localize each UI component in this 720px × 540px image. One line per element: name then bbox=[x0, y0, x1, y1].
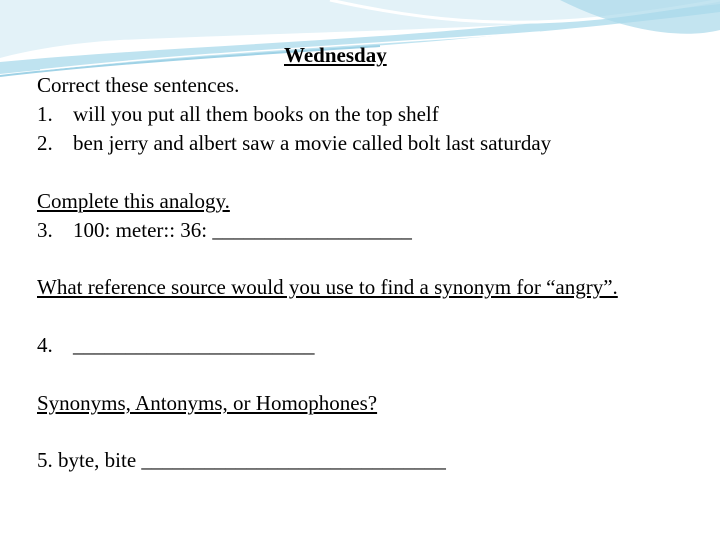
reference-item-4 bbox=[37, 333, 315, 358]
synonyms-heading: Synonyms, Antonyms, or Homophones? bbox=[37, 391, 378, 415]
slide-title: Wednesday bbox=[284, 43, 387, 67]
synonyms-item-5: 5. byte, bite _____________________________ bbox=[37, 448, 446, 472]
item-text: will you put all them books on the top shelf bbox=[73, 102, 439, 126]
correct-heading: Correct these sentences. bbox=[37, 73, 240, 97]
item-number: 4. bbox=[37, 333, 53, 357]
sentence-item-2 bbox=[37, 131, 551, 156]
analogy-heading: Complete this analogy. bbox=[37, 189, 230, 213]
item-number: 2. bbox=[37, 131, 53, 155]
item-number: 3. bbox=[37, 218, 53, 242]
item-text: 100: meter:: 36: ___________________ bbox=[73, 218, 412, 242]
item-text: ben jerry and albert saw a movie called bolt last saturday bbox=[73, 131, 552, 155]
item-text: _______________________ bbox=[73, 333, 315, 357]
analogy-item-3 bbox=[37, 218, 412, 243]
reference-heading: What reference source would you use to find a synonym for “angry”. bbox=[37, 275, 618, 299]
item-number: 1. bbox=[37, 102, 53, 126]
sentence-item-1 bbox=[37, 102, 439, 127]
